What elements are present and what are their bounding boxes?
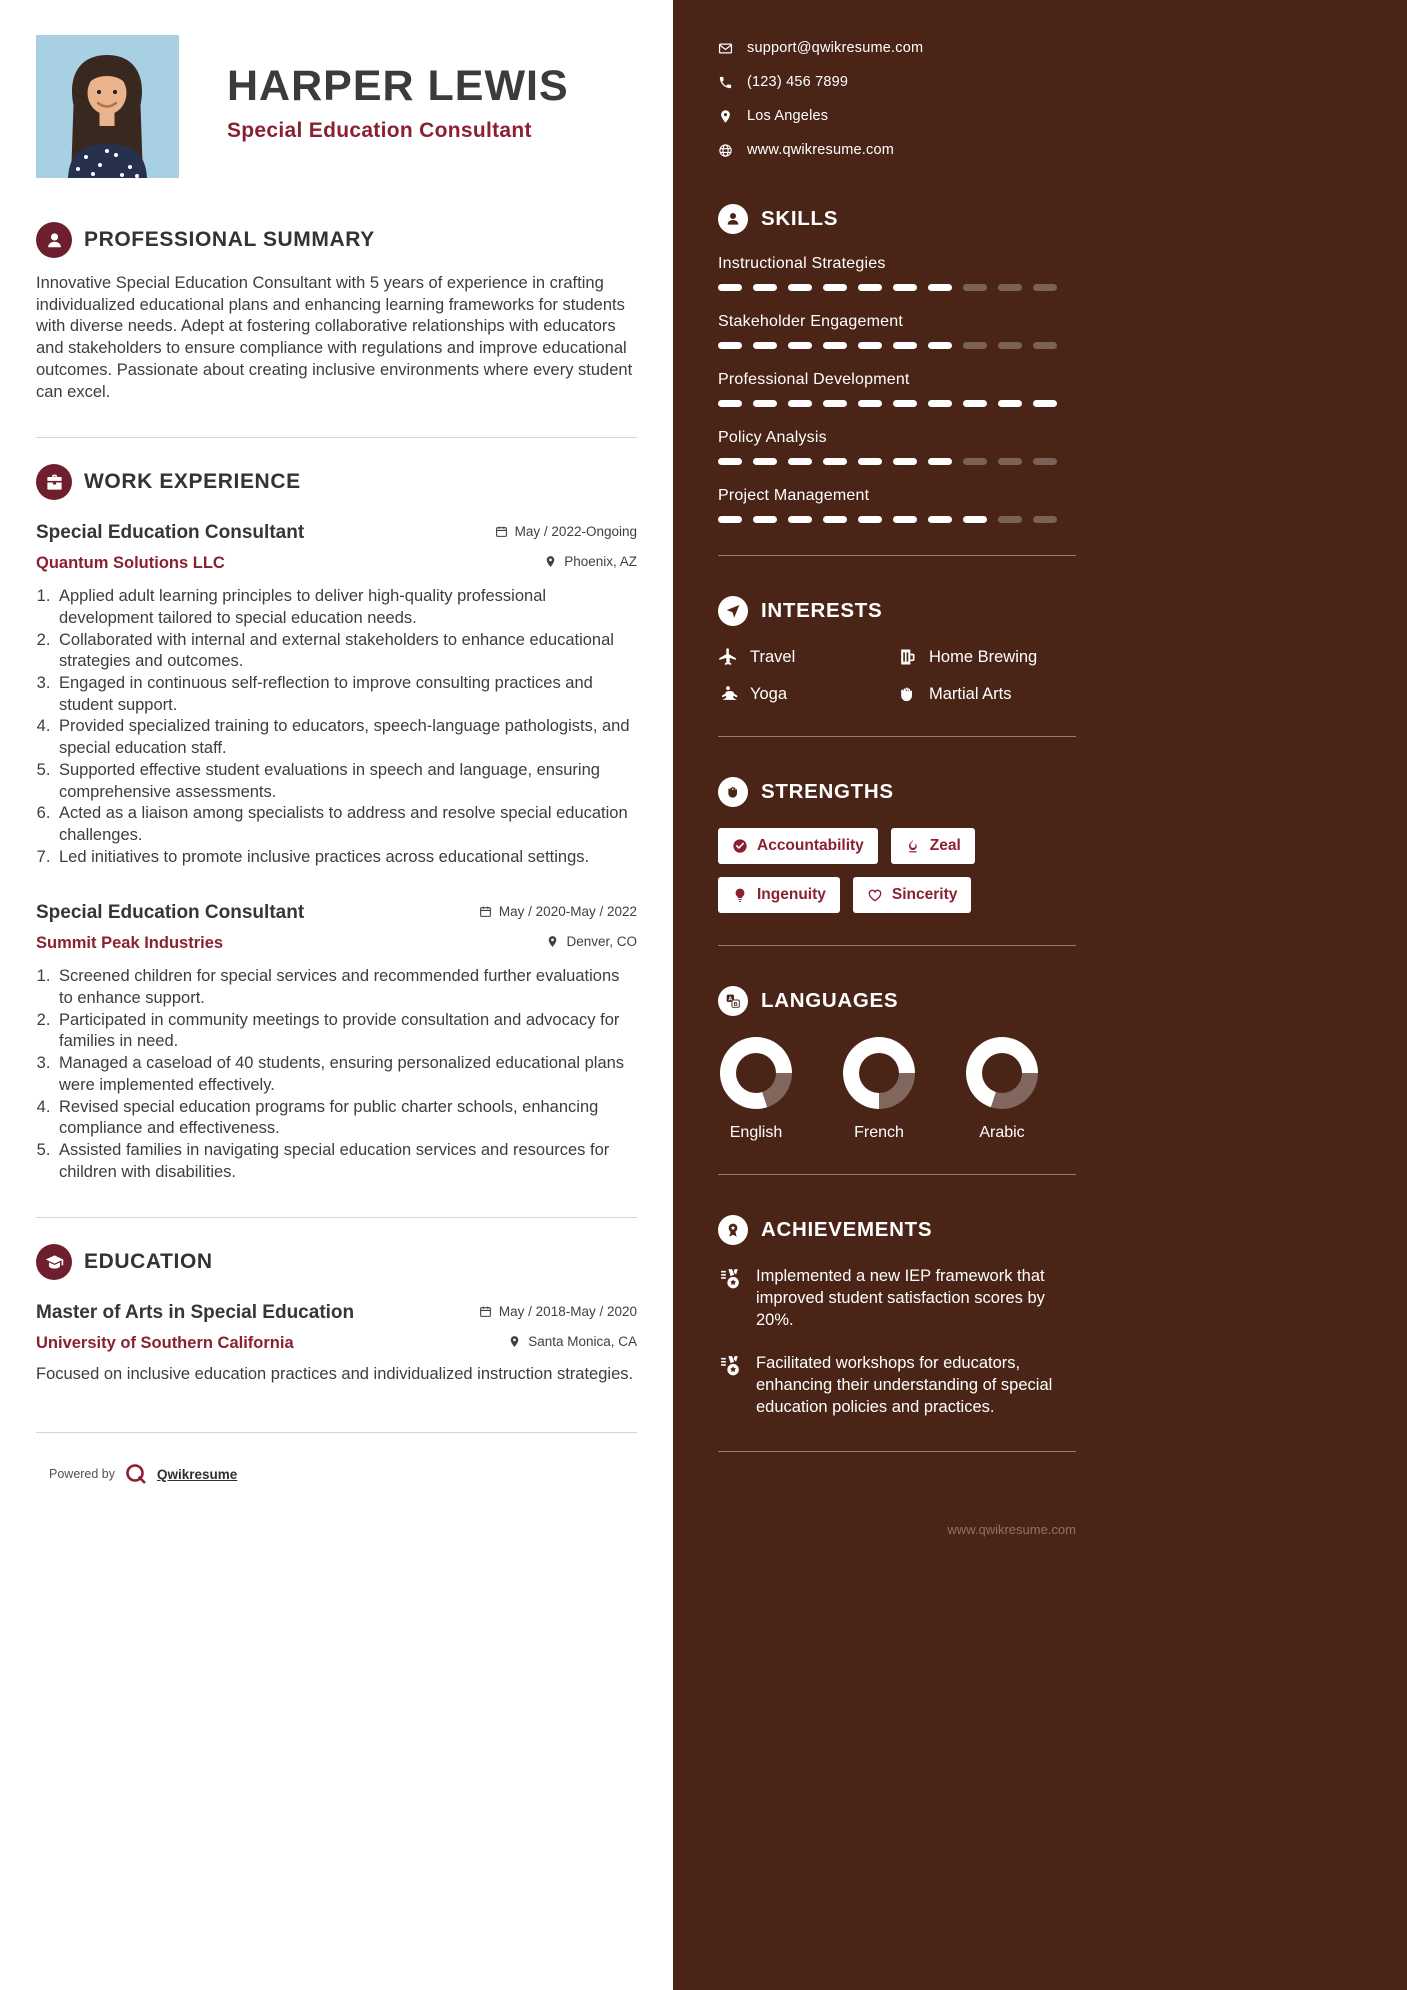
achievements-heading: ACHIEVEMENTS [761,1218,933,1241]
section-interests [718,596,1076,704]
rosette-icon [718,1215,748,1245]
job-bullet-list [36,586,637,868]
svg-text:A: A [728,996,733,1003]
summary-text: Innovative Special Education Consultant with 5 years of experience in crafting individualized educational plans and enhancing learning frameworks for students with diverse needs. Adept at fostering collaborative relationships with educators and stakeholders to ensure compliance with regulations and improve educational outcomes. Passionate about creating inclusive environments where every student can excel. [36,274,633,401]
divider [36,437,637,438]
section-skills [718,204,1076,523]
education-heading-row [36,1244,637,1280]
job-bullet: 5. Supported effective student evaluations in speech and language, ensuring comprehensive assessments. [55,760,637,803]
summary-heading-row [36,222,637,258]
job-bullet: 5. Assisted families in navigating special education services and resources for children with disabilities. [55,1140,637,1183]
skill-item: Policy Analysis [718,429,1076,465]
contact-phone: (123) 456 7899 [718,74,1076,90]
divider [36,1432,637,1433]
language-donut-chart [966,1037,1038,1109]
language-donut-chart [720,1037,792,1109]
job-bullet: 1. Applied adult learning principles to deliver high-quality professional development tailored to special education needs. [55,586,637,629]
strength-pill: Sincerity [853,877,971,913]
section-achievements [718,1215,1076,1419]
calendar-icon [479,1305,492,1318]
achievement-item: Facilitated workshops for educators, enhancing their understanding of special education policies and practices. [718,1353,1076,1418]
pin-icon [546,935,559,948]
contact-website[interactable]: www.qwikresume.com [718,142,1076,158]
sidebar-divider [718,1174,1076,1175]
language-item: Arabic [964,1037,1040,1142]
fist-icon [718,777,748,807]
identity-text [227,35,569,143]
phone-icon [718,75,733,90]
language-donut-chart [843,1037,915,1109]
skill-item: Project Management [718,487,1076,523]
profile-photo [36,35,179,178]
job-bullet: 1. Screened children for special services and recommended further evaluations to enhance support. [55,966,637,1009]
section-work-experience [36,464,637,1183]
pin-icon [718,109,733,124]
job-bullet: 6. Acted as a liaison among specialists to address and resolve special education challenges. [55,803,637,846]
medal-icon [718,1267,743,1292]
job-dates: May / 2022-Ongoing [495,524,637,539]
martial-arts-icon [897,684,917,704]
skill-level-bar [718,458,1076,465]
section-languages [718,986,1076,1142]
company-name: Quantum Solutions LLC [36,554,225,573]
interests-heading: INTERESTS [761,599,883,622]
footer [49,1462,237,1486]
skill-item: Stakeholder Engagement [718,313,1076,349]
skill-level-bar [718,342,1076,349]
calendar-icon [495,525,508,538]
job-bullet: 2. Collaborated with internal and external stakeholders to enhance educational strategies and outcomes. [55,630,637,673]
powered-by-label: Powered by [49,1467,116,1481]
pin-icon [544,555,557,568]
sidebar-content [718,40,1076,1452]
job-bullet: 7. Led initiatives to promote inclusive practices across educational settings. [55,847,637,869]
fire-icon [905,838,921,854]
summary-heading: PROFESSIONAL SUMMARY [84,228,375,251]
envelope-icon [718,41,733,56]
divider [36,1217,637,1218]
medal-icon [718,1354,743,1379]
interest-item: Martial Arts [897,684,1076,704]
identity-header [36,35,637,178]
degree-title: Master of Arts in Special Education [36,1302,355,1324]
main-column [0,0,673,1990]
school-name: University of Southern California [36,1334,294,1353]
job-entry [36,902,637,1183]
person-badge-icon [718,204,748,234]
job-bullet: 4. Revised special education programs for public charter schools, enhancing compliance and effectiveness. [55,1097,637,1140]
language-item: French [841,1037,917,1142]
job-title: Special Education Consultant [36,902,305,924]
company-name: Summit Peak Industries [36,934,224,953]
graduation-cap-icon [36,1244,72,1280]
section-strengths [718,777,1076,913]
job-bullet: 4. Provided specialized training to educators, speech-language pathologists, and special education staff. [55,716,637,759]
languages-heading: LANGUAGES [761,989,899,1012]
skills-heading: SKILLS [761,207,839,230]
job-title: Special Education Consultant [36,522,305,544]
strengths-heading: STRENGTHS [761,780,894,803]
strength-pill: Accountability [718,828,878,864]
section-education [36,1244,637,1386]
contact-location: Los Angeles [718,108,1076,124]
skill-item: Instructional Strategies [718,255,1076,291]
briefcase-icon [36,464,72,500]
beer-icon [897,647,917,667]
sidebar-divider [718,736,1076,737]
achievement-item: Implemented a new IEP framework that improved student satisfaction scores by 20%. [718,1266,1076,1331]
plane-icon [718,647,738,667]
job-bullet: 3. Engaged in continuous self-reflection to improve consulting practices and student support. [55,673,637,716]
skill-item: Professional Development [718,371,1076,407]
check-circle-icon [732,838,748,854]
job-location: Denver, CO [546,934,637,949]
skill-level-bar [718,516,1076,523]
sidebar-divider [718,945,1076,946]
skill-level-bar [718,284,1076,291]
work-heading-row [36,464,637,500]
watermark: www.qwikresume.com [947,1522,1076,1537]
job-bullet-list [36,966,637,1183]
interest-item: Travel [718,647,897,667]
sidebar [673,0,1407,1990]
strength-pill: Zeal [891,828,975,864]
job-bullet: 3. Managed a caseload of 40 students, ensuring personalized educational plans were implemented effectively. [55,1053,637,1096]
paper-plane-icon [718,596,748,626]
translate-icon [718,986,748,1016]
svg-text:B: B [733,1001,738,1008]
skill-level-bar [718,400,1076,407]
heart-icon [867,887,883,903]
job-entry [36,522,637,868]
candidate-title: Special Education Consultant [227,119,532,143]
sidebar-divider [718,1451,1076,1452]
qwikresume-logo-icon [124,1462,148,1486]
education-dates: May / 2018-May / 2020 [479,1304,637,1319]
qwikresume-link[interactable]: Qwikresume [157,1466,238,1482]
person-icon [36,222,72,258]
education-heading: EDUCATION [84,1250,213,1274]
contact-block [718,40,1076,158]
candidate-name: HARPER LEWIS [227,62,569,110]
pin-icon [508,1335,521,1348]
education-location: Santa Monica, CA [508,1334,637,1349]
language-item: English [718,1037,794,1142]
education-entry [36,1302,637,1386]
strength-pill: Ingenuity [718,877,840,913]
job-dates: May / 2020-May / 2022 [479,904,637,919]
job-bullet: 2. Participated in community meetings to provide consultation and advocacy for families in need. [55,1010,637,1053]
globe-icon [718,143,733,158]
yoga-icon [718,684,738,704]
sidebar-divider [718,555,1076,556]
job-location: Phoenix, AZ [544,554,637,569]
work-heading: WORK EXPERIENCE [84,470,301,494]
education-description: Focused on inclusive education practices and individualized instruction strategies. [36,1365,634,1384]
interest-item: Yoga [718,684,897,704]
interest-item: Home Brewing [897,647,1076,667]
lightbulb-icon [732,887,748,903]
section-professional-summary [36,222,637,403]
calendar-icon [479,905,492,918]
contact-email[interactable]: support@qwikresume.com [718,40,1076,56]
